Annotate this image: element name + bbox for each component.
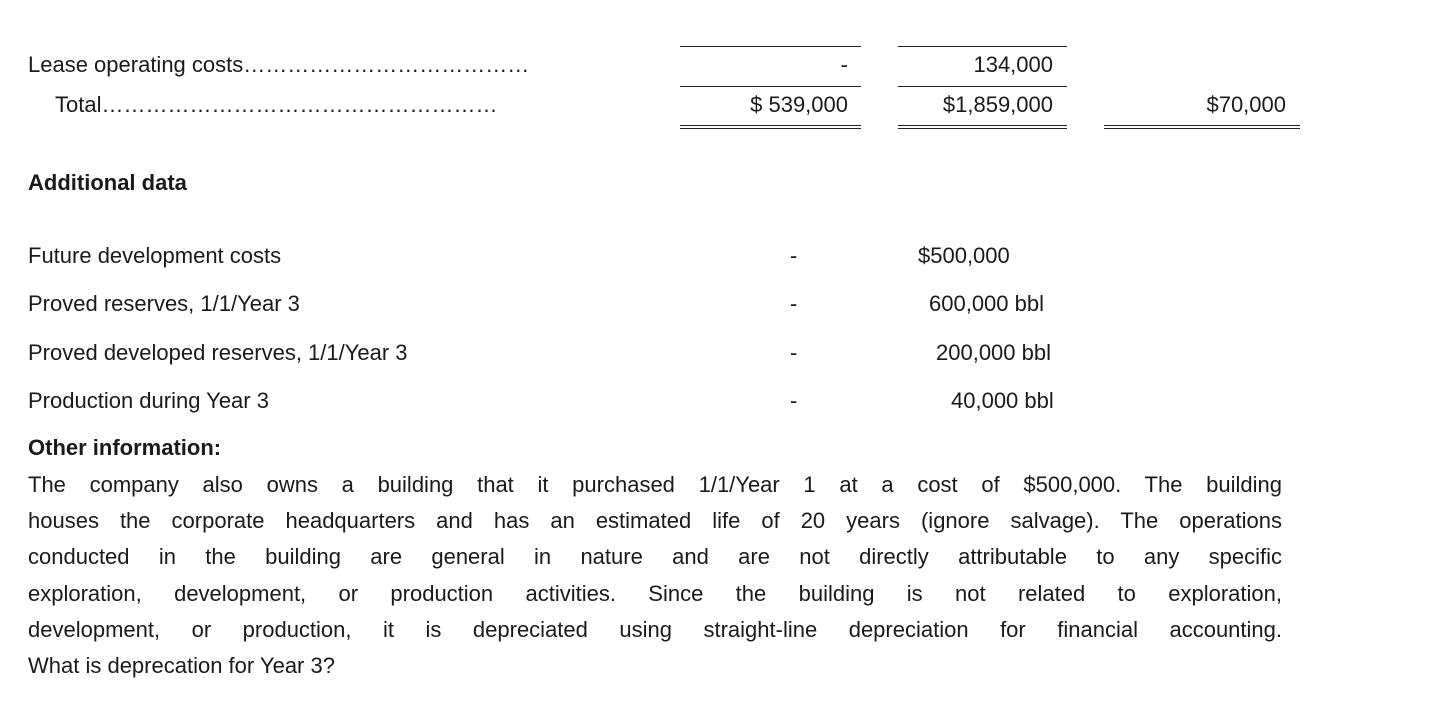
column-1-subtotal-rule bbox=[680, 86, 861, 87]
paragraph-line: development, or production, it is depreciated using straight-line depreciation for financial accounting. bbox=[28, 617, 1282, 642]
proved-developed-reserves-col1: - bbox=[790, 340, 798, 365]
paragraph-line: houses the corporate headquarters and has an estimated life of 20 years (ignore salvage). The operations bbox=[28, 508, 1282, 533]
production-col1: - bbox=[790, 388, 798, 413]
column-2-subtotal-rule bbox=[898, 86, 1067, 87]
column-2-total-double-rule bbox=[898, 125, 1067, 129]
total-label: Total……………………………………………… bbox=[55, 92, 498, 117]
future-development-costs-col2: $500,000 bbox=[918, 243, 1010, 268]
proved-reserves-col1: - bbox=[790, 291, 798, 316]
proved-reserves-col2: 600,000 bbl bbox=[929, 291, 1044, 316]
column-1-top-rule bbox=[680, 46, 861, 47]
paragraph-line: exploration, development, or production activities. Since the building is not related to exploration, bbox=[28, 581, 1282, 606]
future-development-costs-label: Future development costs bbox=[28, 243, 282, 268]
production-label: Production during Year 3 bbox=[28, 388, 269, 413]
column-2-top-rule bbox=[898, 46, 1067, 47]
total-col3: $70,000 bbox=[1206, 92, 1286, 117]
total-col1: $ 539,000 bbox=[750, 92, 848, 117]
column-3-total-double-rule bbox=[1104, 125, 1300, 129]
proved-developed-reserves-label: Proved developed reserves, 1/1/Year 3 bbox=[28, 340, 408, 365]
lease-operating-costs-col2: 134,000 bbox=[973, 52, 1053, 77]
column-1-total-double-rule bbox=[680, 125, 861, 129]
proved-developed-reserves-col2: 200,000 bbl bbox=[936, 340, 1051, 365]
other-information-heading: Other information: bbox=[28, 435, 222, 460]
total-col2: $1,859,000 bbox=[942, 92, 1053, 117]
lease-operating-costs-label: Lease operating costs………………………………… bbox=[28, 52, 530, 77]
future-development-costs-col1: - bbox=[790, 243, 798, 268]
production-col2: 40,000 bbl bbox=[951, 388, 1054, 413]
paragraph-line: The company also owns a building that it purchased 1/1/Year 1 at a cost of $500,000. The building bbox=[28, 472, 1282, 497]
additional-data-heading: Additional data bbox=[28, 170, 187, 195]
paragraph-line: conducted in the building are general in nature and are not directly attributable to any specific bbox=[28, 544, 1282, 569]
lease-operating-costs-col1: - bbox=[840, 52, 848, 77]
proved-reserves-label: Proved reserves, 1/1/Year 3 bbox=[28, 291, 300, 316]
question-line: What is deprecation for Year 3? bbox=[28, 653, 335, 678]
